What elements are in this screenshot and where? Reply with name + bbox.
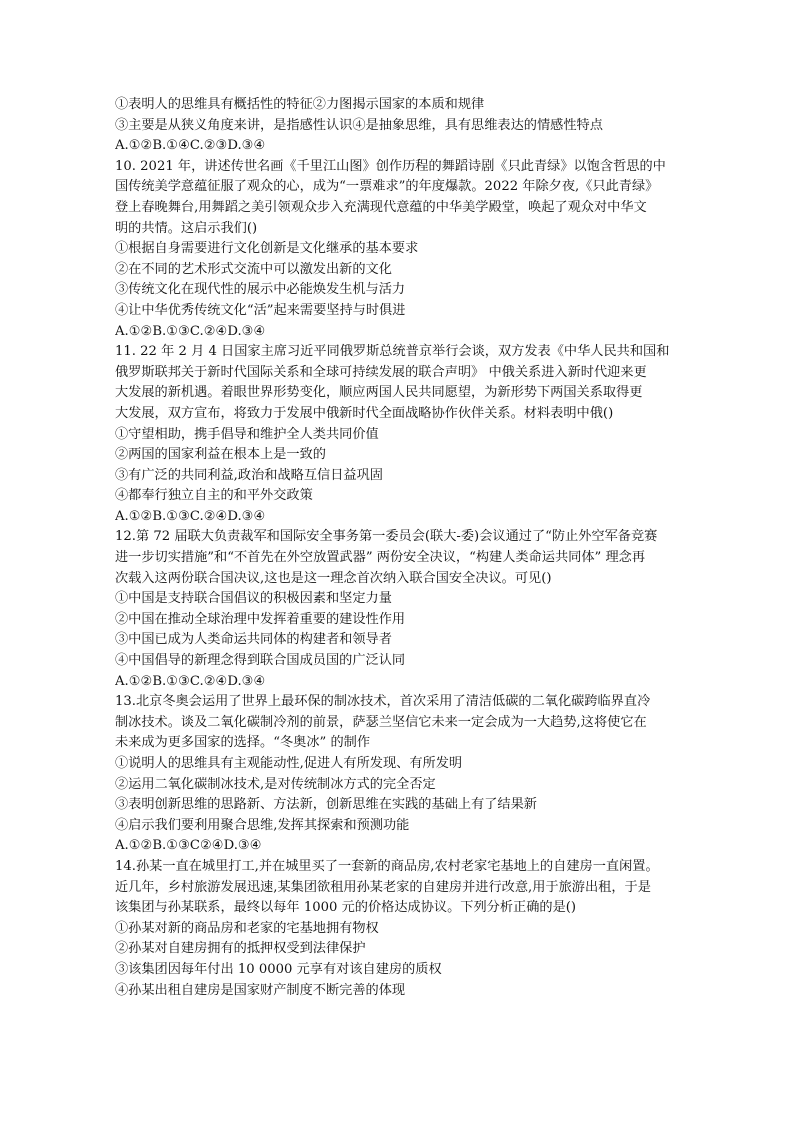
option-1: ①孙某对新的商品房和老家的宅基地拥有物权 — [115, 920, 379, 936]
option-1: ①守望相助，携手倡导和维护全人类共同价值 — [115, 426, 379, 442]
option-2: ②在不同的艺术形式交流中可以激发出新的文化 — [115, 261, 392, 277]
option-2: ②运用二氧化碳制冰技术,是对传统制冰方式的完全否定 — [115, 776, 436, 792]
question-13: 13.北京冬奥会运用了世界上最环保的制冰技术，首次采用了清洁低碳的二氧化碳跨临界直冷 — [115, 694, 651, 710]
text-line: 俄罗斯联邦关于新时代国际关系和全球可持续发展的联合声明》 中俄关系进入新时代迎来更 — [115, 364, 647, 380]
text-line: 未来成为更多国家的选择。“冬奥冰” 的制作 — [115, 735, 371, 751]
question-12: 12.第 72 届联大负责裁军和国际安全事务第一委员会(联大-委)会议通过了“防止外空军备竞赛 — [115, 529, 658, 545]
option-3: ③有广泛的共同利益,政治和战略互信日益巩固 — [115, 467, 383, 483]
text-line: 次载入这两份联合国决议,这也是这一理念首次纳入联合国安全决议。可见() — [115, 570, 552, 586]
text-line: ①表明人的思维具有概括性的特征②力图揭示国家的本质和规律 — [115, 97, 485, 112]
answer-options: A.①②B.①③C.②④D.③④ — [115, 323, 266, 339]
answer-options: A.①②B.①③C②④D.③④ — [115, 838, 262, 854]
answer-options: A.①②B.①③C.②④D.③④ — [115, 508, 266, 524]
option-2: ②孙某对自建房拥有的抵押权受到法律保护 — [115, 941, 366, 957]
option-1: ①说明人的思维具有主观能动性,促进人有所发现、有所发明 — [115, 756, 463, 771]
exam-page — [115, 95, 690, 1001]
text-line: 大发展的新机遇。着眼世界形势变化，顺应两国人民共同愿望，为新形势下两国关系取得更 — [115, 385, 643, 401]
text-line: 制冰技术。谈及二氧化碳制冷剂的前景，萨瑟兰坚信它未来一定会成为一大趋势,这将使它在 — [115, 714, 647, 730]
option-4: ④中国倡导的新理念得到联合国成员国的广泛认同 — [115, 653, 406, 669]
option-4: ④孙某出租自建房是国家财产制度不断完善的体现 — [115, 982, 406, 998]
text-line: 进一步切实措施”和“不首先在外空放置武器” 两份安全决议，“构建人类命运共同体” 理念再 — [115, 550, 646, 566]
text-line: 近几年，乡村旅游发展迅速,某集团欲租用孙某老家的自建房并进行改意,用于旅游出租，于是 — [115, 879, 651, 895]
text-line: 明的共情。这启示我们() — [115, 220, 258, 236]
question-11: 11. 22 年 2 月 4 日国家主席习近平同俄罗斯总统普京举行会谈，双方发表《中华人民共和国和 — [115, 344, 670, 360]
option-3: ③中国已成为人类命运共同体的构建者和领导者 — [115, 632, 392, 648]
option-4: ④都奉行独立自主的和平外交政策 — [115, 488, 313, 504]
option-2: ②中国在推动全球治理中发挥着重要的建设性作用 — [115, 611, 406, 627]
question-14: 14.孙某一直在城里打工,并在城里买了一套新的商品房,农村老家宅基地上的自建房一直闲置。 — [115, 858, 659, 874]
option-3: ③该集团因每年付出 10 0000 元享有对该自建房的质权 — [115, 961, 442, 977]
answer-options: A.①②B.①④C.②③D.③④ — [115, 138, 266, 154]
text-line: 该集团与孙某联系，最终以每年 1000 元的价格达成协议。下列分析正确的是() — [115, 900, 577, 916]
text-line: 登上春晚舞台,用舞蹈之美引领观众步入充满现代意蕴的中华美学殿堂，唤起了观众对中华文 — [115, 199, 647, 215]
option-4: ④让中华优秀传统文化“活”起来需要坚持与时俱进 — [115, 302, 406, 318]
question-10: 10. 2021 年，讲述传世名画《千里江山图》创作历程的舞蹈诗剧《只此青绿》以饱含哲思的中 — [115, 158, 666, 174]
option-2: ②两国的国家利益在根本上是一致的 — [115, 447, 326, 463]
option-4: ④启示我们要利用聚合思维,发挥其探索和预测功能 — [115, 817, 410, 833]
text-line: 大发展，双方宣布，将致力于发展中俄新时代全面战略协作伙伴关系。材料表明中俄() — [115, 405, 614, 421]
text-line: 国传统美学意蕴征服了观众的心，成为“一票难求”的年度爆款。2022 年除夕夜,《只此青绿》 — [115, 179, 659, 195]
option-1: ①根据自身需要进行文化创新是文化继承的基本要求 — [115, 241, 419, 257]
option-3: ③传统文化在现代性的展示中必能焕发生机与活力 — [115, 282, 406, 298]
option-3: ③表明创新思维的思路新、方法新，创新思维在实践的基础上有了结果新 — [115, 797, 537, 813]
option-1: ①中国是支持联合国倡议的积极因素和坚定力量 — [115, 591, 392, 607]
answer-options: A.①②B.①③C.②④D.③④ — [115, 673, 266, 689]
text-line: ③主要是从狭义角度来讲，是指感性认识④是抽象思维，具有思维表达的情感性特点 — [115, 117, 603, 133]
